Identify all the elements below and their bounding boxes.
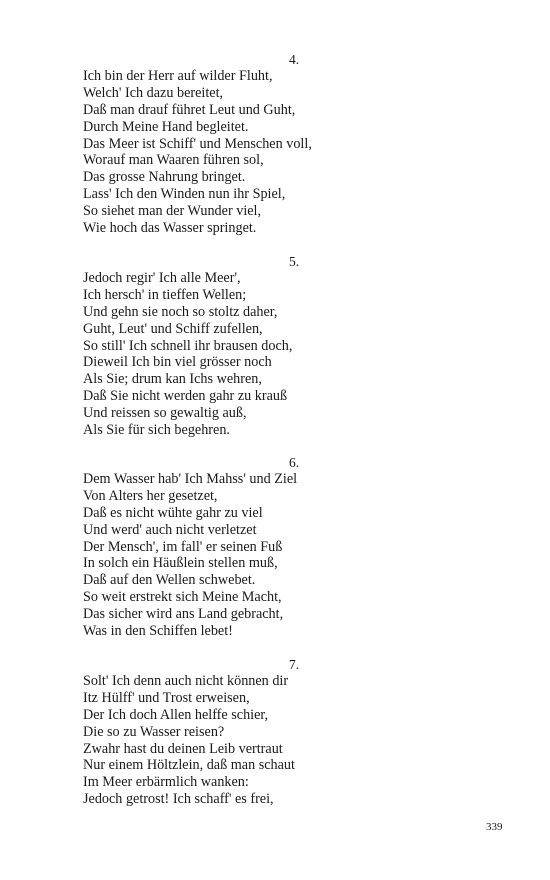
stanza-lines: [83, 68, 312, 237]
verse-line: Ich hersch' in tieffen Wellen;: [83, 286, 247, 303]
stanza-number: 6.: [289, 455, 300, 470]
verse-line: Daß Sie nicht werden gahr zu krauß: [83, 388, 288, 405]
verse-line: Und reissen so gewaltig auß,: [83, 405, 247, 422]
verse-line: Was in den Schiffen lebet!: [83, 623, 233, 640]
verse-line: Und werd' auch nicht verletzet: [83, 521, 257, 538]
verse-line: Dieweil Ich bin viel grösser noch: [83, 354, 272, 371]
verse-line: Als Sie für sich begehren.: [83, 422, 230, 439]
verse-line: Daß es nicht wühte gahr zu viel: [83, 504, 263, 521]
stanza-lines: [83, 673, 295, 808]
verse-line: Nur einem Höltzlein, daß man schaut: [83, 757, 295, 774]
verse-line: So weit erstrekt sich Meine Macht,: [83, 589, 282, 606]
verse-line: Jedoch getrost! Ich schaff' es frei,: [83, 791, 274, 808]
verse-line: Lass' Ich den Winden nun ihr Spiel,: [83, 186, 286, 203]
verse-line: Das sicher wird ans Land gebracht,: [83, 606, 284, 623]
verse-line: Und gehn sie noch so stoltz daher,: [83, 303, 278, 320]
stanza-lines: [83, 270, 292, 439]
verse-line: Das grosse Nahrung bringet.: [83, 169, 246, 186]
stanza-number: 7.: [289, 657, 300, 672]
verse-line: Die so zu Wasser reisen?: [83, 723, 225, 740]
verse-line: Im Meer erbärmlich wanken:: [83, 774, 249, 791]
verse-line: Welch' Ich dazu bereitet,: [83, 84, 224, 101]
page-number: 339: [486, 821, 503, 833]
verse-line: Als Sie; drum kan Ichs wehren,: [83, 371, 262, 388]
stanza-number: 5.: [289, 254, 300, 269]
verse-line: In solch ein Häußlein stellen muß,: [83, 555, 278, 572]
verse-line: Durch Meine Hand begleitet.: [83, 118, 249, 135]
verse-line: So siehet man der Wunder viel,: [83, 203, 262, 220]
verse-line: Daß auf den Wellen schwebet.: [83, 572, 256, 589]
verse-line: Der Mensch', im fall' er seinen Fuß: [83, 538, 283, 555]
verse-line: Itz Hülff' und Trost erweisen,: [83, 689, 250, 706]
verse-line: Das Meer ist Schiff' und Menschen voll,: [83, 135, 312, 152]
verse-line: Von Alters her gesetzet,: [83, 487, 218, 504]
verse-line: Worauf man Waaren führen sol,: [83, 152, 264, 169]
verse-line: Solt' Ich denn auch nicht können dir: [83, 673, 289, 689]
verse-line: Daß man drauf führet Leut und Guht,: [83, 101, 296, 118]
verse-line: Der Ich doch Allen helffe schier,: [83, 706, 269, 723]
verse-line: Zwahr hast du deinen Leib vertraut: [83, 740, 283, 757]
verse-line: So still' Ich schnell ihr brausen doch,: [83, 337, 293, 354]
verse-line: Ich bin der Herr auf wilder Fluht,: [83, 68, 273, 84]
verse-line: Wie hoch das Wasser springet.: [83, 220, 257, 237]
verse-line: Dem Wasser hab' Ich Mahss' und Ziel: [83, 471, 298, 487]
verse-line: Guht, Leut' und Schiff zufellen,: [83, 320, 263, 337]
stanza-lines: [83, 471, 297, 640]
stanza-number: 4.: [289, 52, 300, 67]
verse-line: Jedoch regir' Ich alle Meer',: [83, 270, 241, 286]
